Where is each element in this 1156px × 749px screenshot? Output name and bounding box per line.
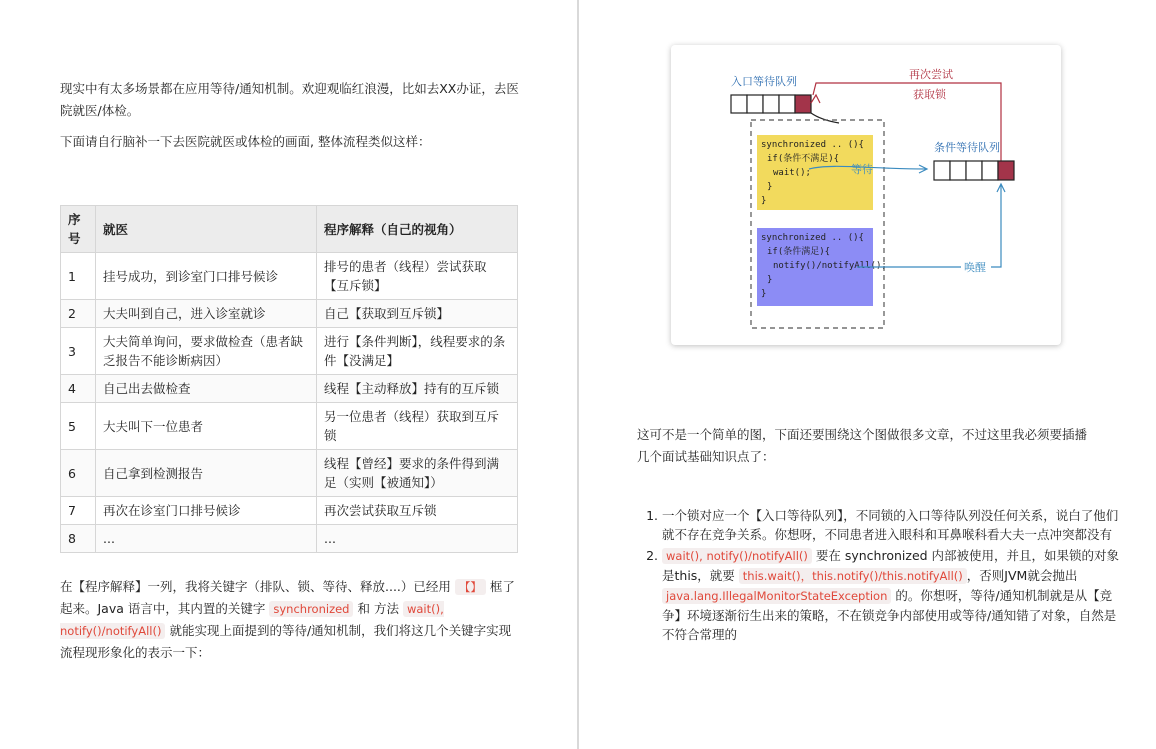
- table-row: [61, 525, 518, 553]
- cell-visit: ...: [96, 525, 317, 553]
- list-item-text: 一个锁对应一个【入口等待队列】，不同锁的入口等待队列没任何关系，说白了他们就不存在竞争关系。你想呀，不同患者进入眼科和耳鼻喉科看大夫一点冲突都没有: [662, 508, 1119, 542]
- cell-index: 5: [61, 403, 96, 450]
- condition-queue-boxes: [934, 161, 1014, 180]
- cell-explain: 排号的患者（线程）尝试获取【互斥锁】: [317, 253, 518, 300]
- cell-index: 2: [61, 300, 96, 328]
- table-row: [61, 253, 518, 300]
- col-header-explain: 程序解释（自己的视角）: [317, 206, 518, 253]
- cell-explain: 进行【条件判断】，线程要求的条件【没满足】: [317, 328, 518, 375]
- notify-arrow: [857, 185, 1001, 267]
- knowledge-points-list: [634, 506, 1122, 646]
- table-row: [61, 328, 518, 375]
- wait-code-line: }: [767, 182, 773, 192]
- notify-code-line: synchronized .. (){: [761, 233, 864, 243]
- outro-text-3: 和 方法: [357, 601, 399, 616]
- notify-label: 唤醒: [964, 261, 986, 274]
- wait-code-line: if(条件不满足){: [767, 154, 840, 164]
- cell-index: 3: [61, 328, 96, 375]
- list-item-text: ，否则JVM就会抛出: [966, 568, 1078, 583]
- cell-visit: 再次在诊室门口排号候诊: [96, 497, 317, 525]
- retry-label-2: 获取锁: [913, 88, 946, 101]
- cell-index: 8: [61, 525, 96, 553]
- cell-explain: 另一位患者（线程）获取到互斥锁: [317, 403, 518, 450]
- col-header-visit: 就医: [96, 206, 317, 253]
- list-item-text: 的。你想呀，等待/通知机制就是从【竞争】环境逐渐衍生出来的策略，不在锁竞争内部使用或等待/通知错了对象，自然是不符合常理的: [662, 588, 1117, 642]
- table-header-row: [61, 206, 518, 253]
- inline-code-wait-notify: wait(), notify()/notifyAll(): [662, 548, 812, 564]
- wait-notify-diagram: [671, 45, 1061, 345]
- inline-code-exception: java.lang.IllegalMonitorStateException: [662, 588, 891, 604]
- cell-visit: 大夫简单询问，要求做检查（患者缺乏报告不能诊断病因）: [96, 328, 317, 375]
- cell-explain: 线程【主动释放】持有的互斥锁: [317, 375, 518, 403]
- notify-code-line: notify()/notifyAll();: [773, 261, 887, 271]
- inline-code-wait-notify: wait(), notify()/notifyAll(): [60, 602, 444, 638]
- wait-code-line: wait();: [773, 168, 811, 178]
- cell-visit: 大夫叫下一位患者: [96, 403, 317, 450]
- wait-label: 等待: [851, 163, 873, 176]
- inline-code-this-wait: this.wait()，this.notify()/this.notifyAll(): [739, 568, 967, 584]
- table-row: [61, 497, 518, 525]
- wait-code-line: }: [761, 196, 767, 206]
- cell-index: 7: [61, 497, 96, 525]
- table-row: [61, 450, 518, 497]
- hospital-flow-table: [60, 205, 518, 553]
- condition-queue-label: 条件等待队列: [934, 141, 1000, 154]
- wait-code-line: synchronized .. (){: [761, 140, 864, 150]
- left-page: [0, 0, 577, 749]
- cell-visit: 大夫叫到自己，进入诊室就诊: [96, 300, 317, 328]
- outro-text-1: 在【程序解释】一列，我将关键字（排队、锁、等待、释放....）已经用: [60, 579, 451, 594]
- outro-paragraph: [60, 576, 520, 664]
- cell-index: 6: [61, 450, 96, 497]
- cell-explain: 自己【获取到互斥锁】: [317, 300, 518, 328]
- entry-queue-label: 入口等待队列: [731, 75, 797, 88]
- cell-visit: 挂号成功，到诊室门口排号候诊: [96, 253, 317, 300]
- cell-explain: 线程【曾经】要求的条件得到满足（实则【被通知】）: [317, 450, 518, 497]
- notify-code-line: }: [767, 275, 773, 285]
- cell-explain: ...: [317, 525, 518, 553]
- list-item: [662, 506, 1122, 544]
- right-paragraph: 这可不是一个简单的图，下面还要围绕这个图做很多文章，不过这里我必须要插播几个面试基础知识点了：: [637, 427, 1088, 464]
- cell-index: 1: [61, 253, 96, 300]
- notify-code-line: if(条件满足){: [767, 247, 831, 257]
- outro-text-2: 框了起来。Java 语言中，其内置的关键字: [60, 579, 515, 616]
- list-item-text: 要在 synchronized 内部被使用，并且，如果锁的对象是this，就要: [662, 548, 1120, 583]
- cell-visit: 自己拿到检测报告: [96, 450, 317, 497]
- intro-paragraph-2: 下面请自行脑补一下去医院就医或体检的画面, 整体流程类似这样：: [60, 134, 431, 149]
- diagram-svg: [671, 45, 1061, 345]
- table-row: [61, 300, 518, 328]
- cell-index: 4: [61, 375, 96, 403]
- list-item: [662, 546, 1122, 644]
- entry-queue-boxes: [731, 95, 811, 113]
- cell-visit: 自己出去做检查: [96, 375, 317, 403]
- cell-explain: 再次尝试获取互斥锁: [317, 497, 518, 525]
- table-row: [61, 403, 518, 450]
- inline-code-brackets: 【】: [455, 579, 486, 595]
- table-row: [61, 375, 518, 403]
- outro-text-4: 就能实现上面提到的等待/通知机制，我们将这几个关键字实现流程现形象化的表示一下：: [60, 623, 512, 660]
- inline-code-synchronized: synchronized: [269, 601, 353, 617]
- intro-paragraph: 现实中有太多场景都在应用等待/通知机制。欢迎观临红浪漫，比如去XX办证，去医院就医/体检。: [60, 81, 519, 118]
- notify-code-line: }: [761, 289, 767, 299]
- col-header-index: 序号: [61, 206, 96, 253]
- right-page: [579, 0, 1156, 749]
- retry-label: 再次尝试: [909, 68, 953, 81]
